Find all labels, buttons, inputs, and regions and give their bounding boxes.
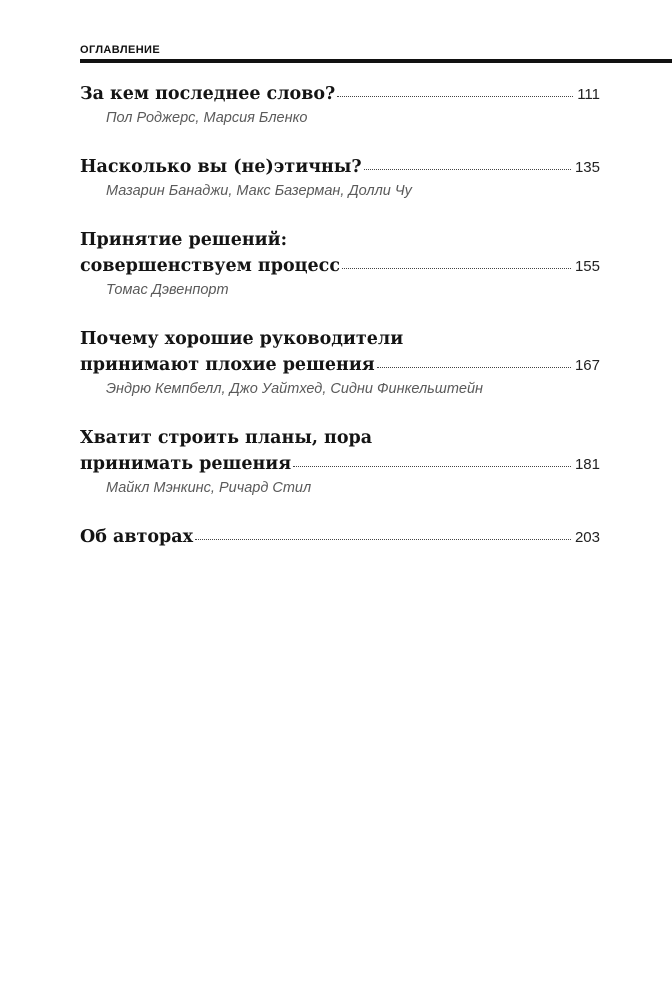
toc-title: Принятие решений: — [80, 230, 288, 250]
toc-page-number: 135 — [574, 159, 600, 176]
table-of-contents — [80, 84, 600, 578]
dot-leader — [364, 168, 571, 170]
toc-entry — [80, 428, 600, 502]
toc-page-number: 167 — [574, 357, 600, 374]
toc-authors: Эндрю Кемпбелл, Джо Уайтхед, Сидни Финкельштейн — [106, 381, 484, 397]
toc-entry — [80, 329, 600, 403]
dot-leader — [293, 465, 571, 467]
toc-title-line — [80, 527, 600, 553]
dot-leader — [342, 267, 571, 269]
toc-authors: Пол Роджерс, Марсия Бленко — [106, 110, 308, 126]
toc-title: Об авторах — [80, 527, 194, 547]
toc-title-line — [80, 355, 600, 381]
toc-title-line — [80, 256, 600, 282]
toc-page-number: 181 — [574, 456, 600, 473]
toc-entry — [80, 84, 600, 132]
header-rule — [80, 59, 672, 63]
toc-title-continuation: принимать решения — [80, 454, 292, 474]
toc-page-number: 111 — [577, 86, 600, 103]
toc-page-number: 203 — [574, 529, 600, 546]
toc-title-continuation: совершенствуем процесс — [80, 256, 340, 276]
toc-entry — [80, 157, 600, 205]
toc-title-line — [80, 230, 600, 256]
toc-entry — [80, 230, 600, 304]
toc-title: За кем последнее слово? — [80, 84, 336, 104]
dot-leader — [337, 95, 573, 97]
toc-title-line — [80, 454, 600, 480]
dot-leader — [377, 366, 571, 368]
toc-entry — [80, 527, 600, 553]
running-head: ОГЛАВЛЕНИЕ — [80, 44, 161, 56]
toc-page-number: 155 — [574, 258, 600, 275]
toc-title: Насколько вы (не)этичны? — [80, 157, 362, 177]
toc-title: Хватит строить планы, пора — [80, 428, 373, 448]
toc-title-continuation: принимают плохие решения — [80, 355, 375, 375]
toc-title-line — [80, 84, 600, 110]
toc-authors: Мазарин Банаджи, Макс Базерман, Долли Чу — [106, 183, 412, 199]
toc-authors: Томас Дэвенпорт — [106, 282, 229, 298]
toc-title-line — [80, 428, 600, 454]
toc-title: Почему хорошие руководители — [80, 329, 404, 349]
toc-authors: Майкл Мэнкинс, Ричард Стил — [106, 480, 312, 496]
toc-title-line — [80, 157, 600, 183]
toc-title-line — [80, 329, 600, 355]
dot-leader — [195, 538, 571, 540]
